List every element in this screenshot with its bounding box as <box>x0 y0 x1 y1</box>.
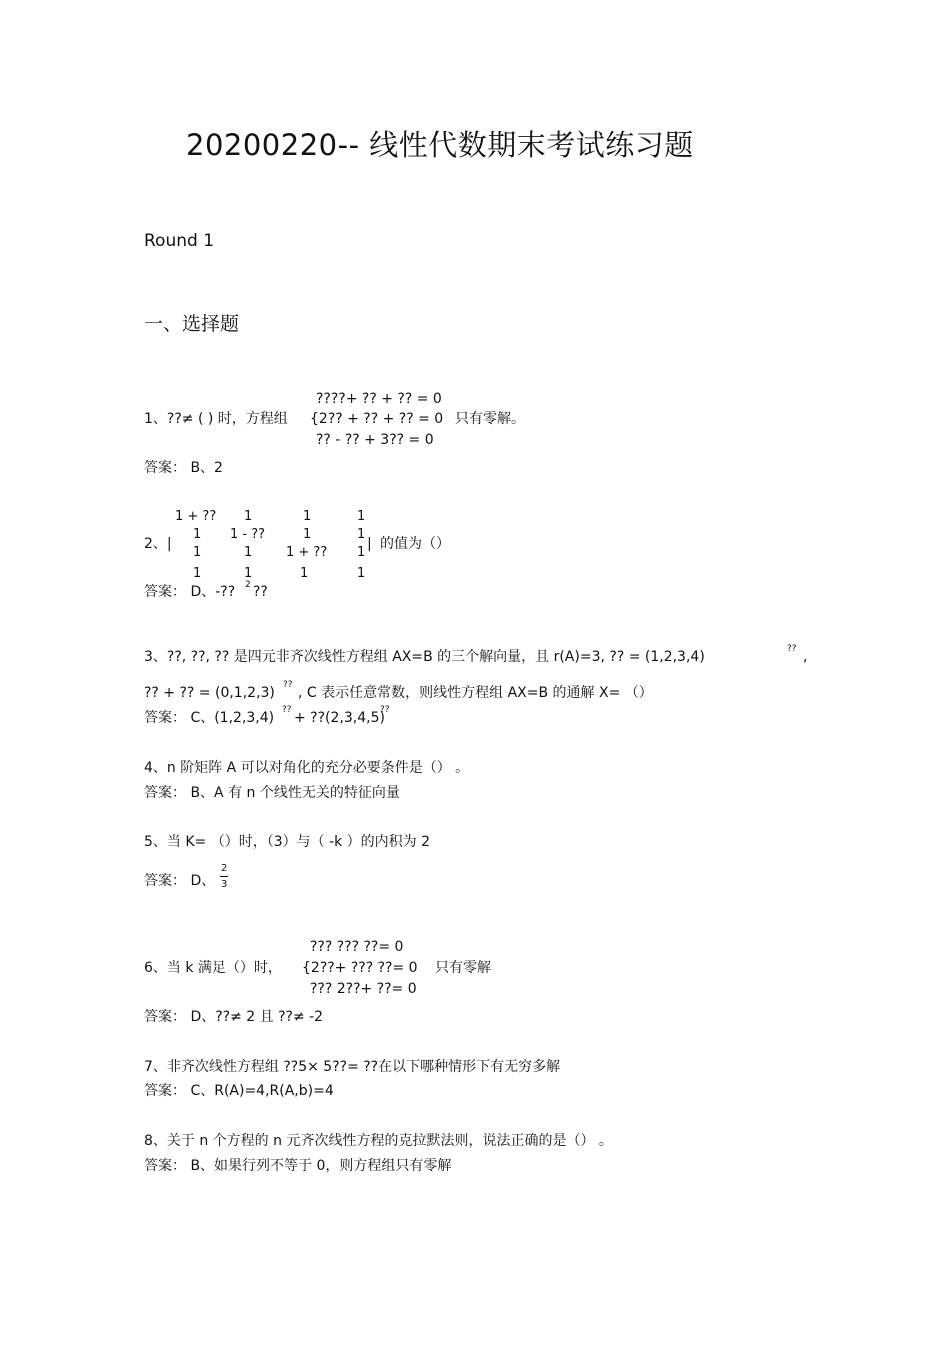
q3-answer-superscript-1: ?? <box>282 705 292 715</box>
q4-text: 4、n 阶矩阵 A 可以对角化的充分必要条件是（） 。 <box>144 760 470 776</box>
q2-cell-2-3: 1 <box>303 527 312 542</box>
q5-fraction-denominator: 3 <box>221 879 228 890</box>
q6-equation-1: ??? ??? ??= 0 <box>310 939 404 955</box>
q2-cell-2-1: 1 <box>193 527 202 542</box>
q6-prefix: 6、当 k 满足（）时， <box>144 960 282 976</box>
q2-answer-tail: ?? <box>253 584 268 600</box>
q3-line-2-tail: , C 表示任意常数，则线性方程组 AX=B 的通解 X= （） <box>298 685 653 701</box>
q6-equation-2: {2??+ ??? ??= 0 <box>302 960 418 976</box>
q2-suffix: 的值为（） <box>380 536 450 552</box>
q2-bar: | <box>367 536 372 552</box>
q6-answer: 答案： D、??≠ 2 且 ??≠ -2 <box>144 1009 324 1025</box>
q2-answer: 答案： D、-?? <box>144 584 236 600</box>
q2-cell-3-4: 1 <box>357 545 366 560</box>
q2-answer-superscript: 2 <box>245 580 251 590</box>
q1-prefix: 1、??≠ ( ) 时，方程组 <box>144 411 288 427</box>
q2-cell-1-3: 1 <box>303 509 312 524</box>
q3-line-2: ?? + ?? = (0,1,2,3) <box>144 685 275 701</box>
q8-answer: 答案： B、如果行列不等于 0，则方程组只有零解 <box>144 1158 452 1174</box>
q2-cell-1-2: 1 <box>244 509 253 524</box>
q5-text: 5、当 K= （）时，（3）与（ -k ）的内积为 2 <box>144 834 431 850</box>
q8-text: 8、关于 n 个方程的 n 元齐次线性方程的克拉默法则，说法正确的是（） 。 <box>144 1133 613 1149</box>
q3-answer-superscript-2: ?? <box>380 705 390 715</box>
q1-equation-2: {2?? + ?? + ?? = 0 <box>310 411 444 427</box>
q1-suffix: 只有零解。 <box>455 411 525 427</box>
page-title: 20200220-- 线性代数期末考试练习题 <box>186 128 694 162</box>
q2-cell-4-4: 1 <box>357 566 366 581</box>
q5-fraction-bar <box>220 876 228 877</box>
q7-answer: 答案： C、R(A)=4,R(A,b)=4 <box>144 1083 334 1099</box>
q4-answer: 答案： B、A 有 n 个线性无关的特征向量 <box>144 785 400 801</box>
q1-equation-3: ?? - ?? + 3?? = 0 <box>316 432 434 448</box>
q3-answer-middle: + ??(2,3,4,5) <box>294 710 385 726</box>
q2-cell-3-1: 1 <box>193 545 202 560</box>
q2-cell-4-3: 1 <box>300 566 309 581</box>
q2-cell-4-1: 1 <box>193 566 202 581</box>
q2-cell-4-2: 1 <box>244 566 253 581</box>
q3-line-1-tail: , <box>803 649 808 665</box>
q2-cell-1-1: 1 + ?? <box>175 509 217 524</box>
q5-fraction-numerator: 2 <box>221 863 228 874</box>
q2-prefix: 2、| <box>144 536 172 552</box>
q2-cell-2-4: 1 <box>357 527 366 542</box>
q3-line-1-superscript: ?? <box>787 644 797 654</box>
q3-answer: 答案： C、(1,2,3,4) <box>144 710 275 726</box>
q6-suffix: 只有零解 <box>435 960 491 976</box>
q3-line-1: 3、??, ??, ?? 是四元非齐次线性方程组 AX=B 的三个解向量，且 r(A)=3, ?? = (1,2,3,4) <box>144 649 705 665</box>
q6-equation-3: ??? 2??+ ??= 0 <box>310 981 417 997</box>
q1-answer: 答案： B、2 <box>144 460 223 476</box>
section-heading: 一、选择题 <box>144 313 240 335</box>
q2-cell-3-3: 1 + ?? <box>286 545 328 560</box>
q2-cell-3-2: 1 <box>244 545 253 560</box>
q5-answer: 答案： D、 <box>144 873 216 889</box>
q1-equation-1: ????+ ?? + ?? = 0 <box>316 391 442 407</box>
round-label: Round 1 <box>144 231 215 251</box>
q3-line-2-superscript: ?? <box>283 680 293 690</box>
q2-cell-2-2: 1 - ?? <box>230 527 266 542</box>
q2-cell-1-4: 1 <box>357 509 366 524</box>
q7-text: 7、非齐次线性方程组 ??5× 5??= ??在以下哪种情形下有无穷多解 <box>144 1059 561 1075</box>
